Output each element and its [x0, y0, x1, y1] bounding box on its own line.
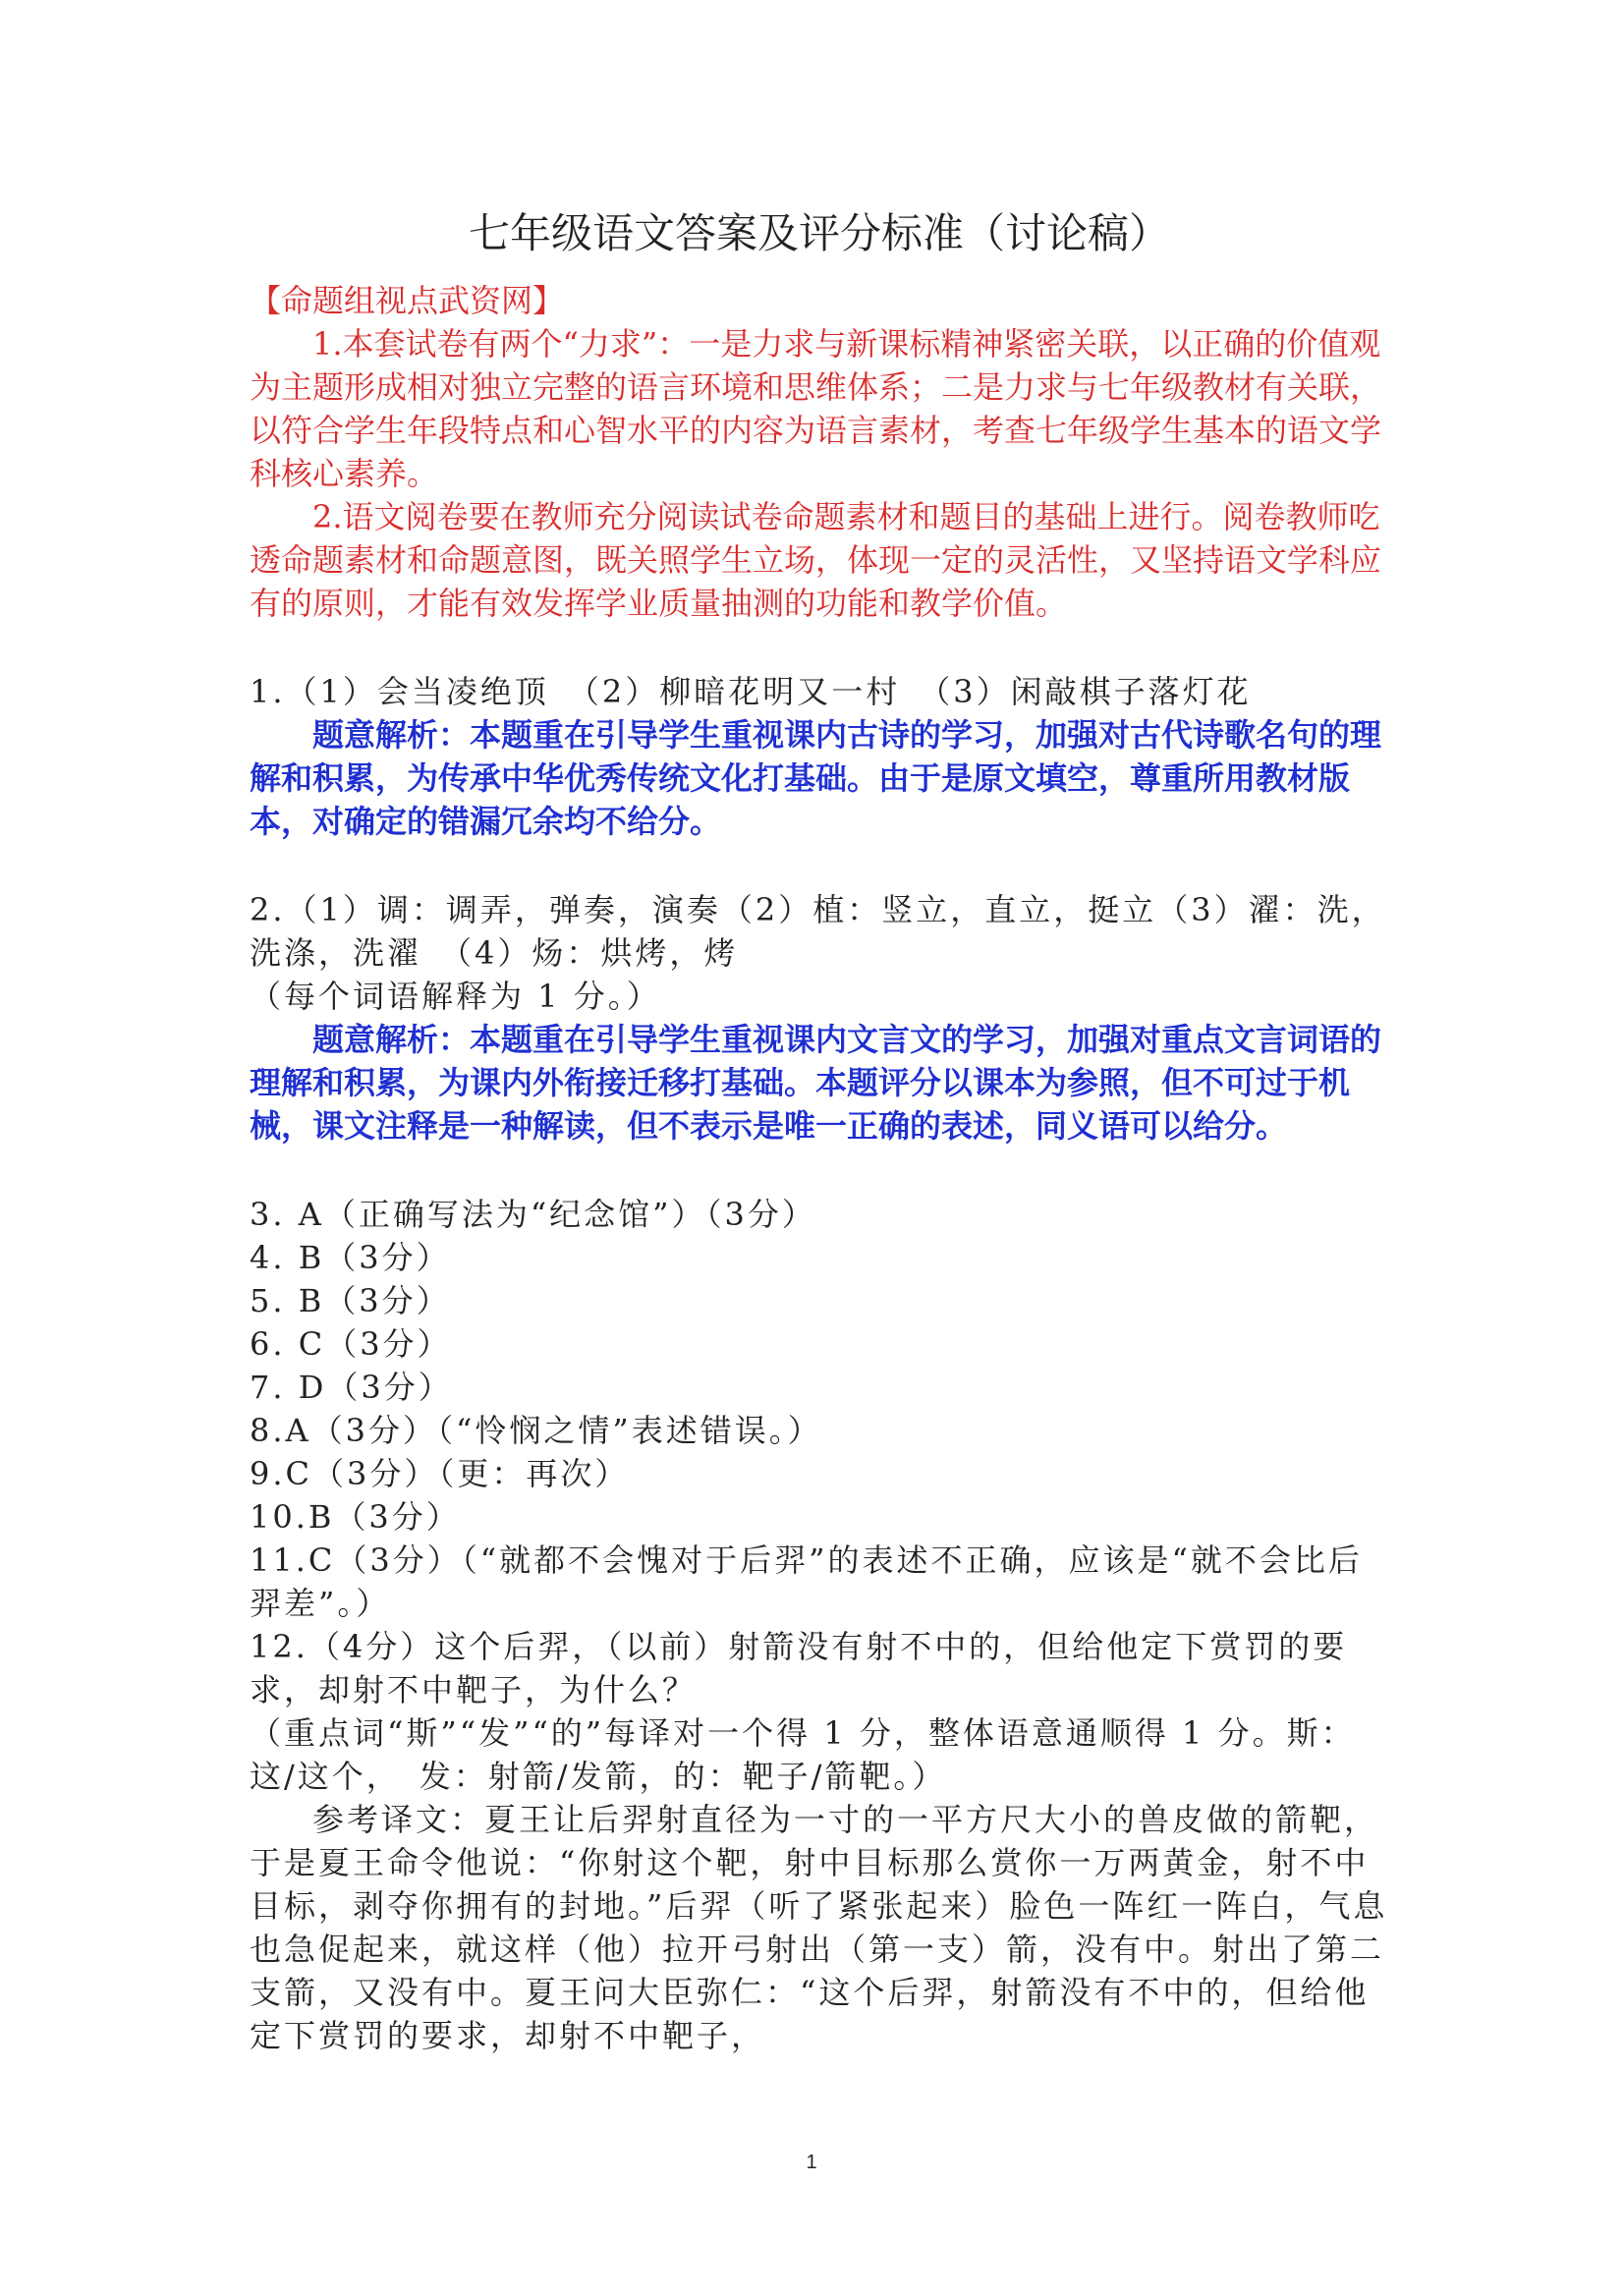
question-2-analysis: 题意解析：本题重在引导学生重视课内文言文的学习，加强对重点文言词语的理解和积累，为课内外衔接迁移打基础。本题评分以课本为参照，但不可过于机械，课文注释是一种解读，但不表示是唯一正确的表述，同义语可以给分。 — [250, 1021, 1382, 1145]
question-2-scoring: （每个词语解释为 1 分。） — [250, 978, 661, 1015]
document-page — [250, 206, 1389, 2057]
answer-line: 12.（4分）这个后羿，（以前）射箭没有射不中的，但给他定下赏罚的要求，却射不中靶子，为什么？ — [250, 1628, 1348, 1708]
question-1-analysis: 题意解析：本题重在引导学生重视课内古诗的学习，加强对古代诗歌名句的理解和积累，为传承中华优秀传统文化打基础。由于是原文填空，尊重所用教材版本，对确定的错漏冗余均不给分。 — [250, 716, 1382, 840]
answer-line: 8.A（3分）（“怜悯之情”表述错误。） — [250, 1412, 822, 1449]
answer-line: 3. A（正确写法为“纪念馆”）（3分） — [250, 1196, 816, 1233]
answer-line: 10.B（3分） — [250, 1498, 461, 1536]
question-2-section — [250, 888, 1389, 1148]
page-number: 1 — [806, 2152, 817, 2173]
intro-paragraph-1: 1.本套试卷有两个“力求”：一是力求与新课标精神紧密关联，以正确的价值观为主题形成相对独立完整的语言环境和思维体系；二是力求与七年级教材有关联，以符合学生年段特点和心智水平的内容为语言素材，考查七年级学生基本的语文学科核心素养。 — [250, 325, 1382, 492]
answer-line: 11.C（3分）（“就都不会愧对于后羿”的表述不正确，应该是“就不会比后羿差”。） — [250, 1541, 1363, 1622]
answer-line: 9.C（3分）（更：再次） — [250, 1455, 630, 1492]
intro-paragraph-2: 2.语文阅卷要在教师充分阅读试卷命题素材和题目的基础上进行。阅卷教师吃透命题素材和命题意图，既关照学生立场，体现一定的灵活性，又坚持语文学科应有的原则，才能有效发挥学业质量抽测的功能和教学价值。 — [250, 498, 1382, 622]
answer-line: 4. B（3分） — [250, 1239, 451, 1276]
answer-line: （重点词“斯”“发”“的”每译对一个得 1 分，整体语意通顺得 1 分。斯：这/这个， 发：射箭/发箭，的：靶子/箭靶。） — [250, 1714, 1356, 1795]
question-2-answer: 2.（1）调：调弄，弹奏，演奏（2）植：竖立，直立，挺立（3）濯：洗，洗涤，洗濯 （4）炀：烘烤，烤 — [250, 891, 1386, 972]
answer-line: 6. C（3分） — [250, 1325, 452, 1363]
document-title: 七年级语文答案及评分标准（讨论稿） — [468, 209, 1170, 257]
answer-line: 5. B（3分） — [250, 1282, 451, 1319]
answer-line: 7. D（3分） — [250, 1369, 453, 1406]
translation-paragraph: 参考译文：夏王让后羿射直径为一寸的一平方尺大小的兽皮做的箭靶，于是夏王命令他说：“你射这个靶，射中目标那么赏你一万两黄金，射不中目标，剥夺你拥有的封地。”后羿（听了紧张起来）脸色一阵红一阵白，气息也急促起来，就这样（他）拉开弓射出（第一支）箭，没有中。射出了第二支箭，又没有中。夏王问大臣弥仁：“这个后羿，射箭没有不中的，但给他定下赏罚的要求，却射不中靶子， — [250, 1801, 1388, 2054]
intro-heading: 【命题组视点武资网】 — [250, 282, 565, 319]
question-1-section — [250, 670, 1389, 843]
short-answers-section — [250, 1193, 1389, 2057]
question-1-answer: 1.（1）会当凌绝顶 （2）柳暗花明又一村 （3）闲敲棋子落灯花 — [250, 673, 1252, 710]
intro-section — [250, 279, 1389, 625]
